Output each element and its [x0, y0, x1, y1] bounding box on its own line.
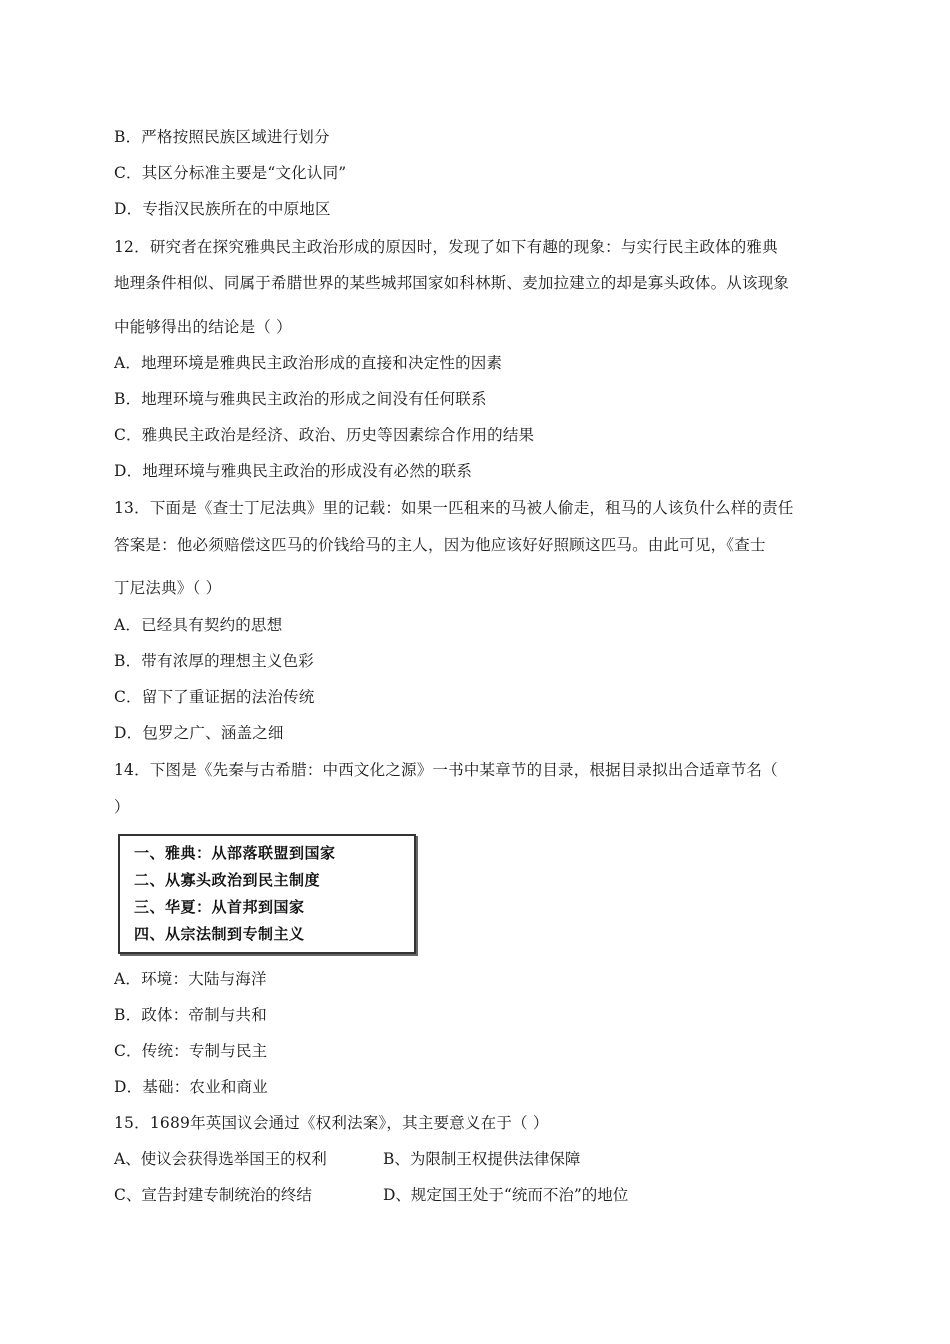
q14-option-d: D．基础：农业和商业: [114, 1078, 268, 1096]
q14-option-c: C．传统：专制与民主: [114, 1042, 268, 1060]
q13-stem-line-3: 丁尼法典》（ ）: [114, 579, 222, 597]
q14-stem-line-2: ）: [114, 798, 130, 816]
q13-option-b: B．带有浓厚的理想主义色彩: [114, 652, 314, 670]
q15-options-row-2: [114, 1185, 629, 1205]
q13-option-a: A．已经具有契约的思想: [114, 616, 283, 634]
toc-item-1: 一、雅典：从部落联盟到国家: [134, 844, 336, 862]
q12-stem-line-3: 中能够得出的结论是（ ）: [114, 318, 292, 336]
q12-option-b: B．地理环境与雅典民主政治的形成之间没有任何联系: [114, 390, 487, 408]
q12-option-d: D．地理环境与雅典民主政治的形成没有必然的联系: [114, 462, 473, 480]
toc-item-2: 二、从寡头政治到民主制度: [134, 871, 321, 889]
q15-options-row-1: [114, 1149, 581, 1169]
q15-stem: 15．1689年英国议会通过《权利法案》，其主要意义在于（ ）: [114, 1114, 549, 1132]
q14-stem-line-1: 14．下图是《先秦与古希腊：中西文化之源》一书中某章节的目录，根据目录拟出合适章节名（: [114, 761, 778, 779]
q15-option-d: D、规定国王处于“统而不治”的地位: [383, 1186, 629, 1204]
table-of-contents-figure: [118, 834, 416, 954]
q13-stem-line-1: 13．下面是《查士丁尼法典》里的记载：如果一匹租来的马被人偷走，租马的人该负什么样的责任: [114, 499, 794, 517]
toc-item-4: 四、从宗法制到专制主义: [134, 925, 305, 943]
q11-option-c: C．其区分标准主要是“文化认同”: [114, 164, 347, 182]
q14-option-a: A．环境：大陆与海洋: [114, 970, 267, 988]
q14-option-b: B．政体：帝制与共和: [114, 1006, 267, 1024]
q15-option-b: B、为限制王权提供法律保障: [383, 1150, 581, 1168]
q13-option-c: C．留下了重证据的法治传统: [114, 688, 315, 706]
q13-option-d: D．包罗之广、涵盖之细: [114, 724, 284, 742]
q15-option-a: A、使议会获得选举国王的权利: [114, 1150, 327, 1168]
toc-item-3: 三、华夏：从首邦到国家: [134, 898, 305, 916]
q12-option-a: A．地理环境是雅典民主政治形成的直接和决定性的因素: [114, 354, 503, 372]
q15-option-c: C、宣告封建专制统治的终结: [114, 1186, 312, 1204]
q12-option-c: C．雅典民主政治是经济、政治、历史等因素综合作用的结果: [114, 426, 535, 444]
q12-stem-line-2: 地理条件相似、同属于希腊世界的某些城邦国家如科林斯、麦加拉建立的却是寡头政体。从该现象: [114, 274, 790, 292]
q11-option-d: D．专指汉民族所在的中原地区: [114, 200, 331, 218]
q13-stem-line-2: 答案是：他必须赔偿这匹马的价钱给马的主人，因为他应该好好照顾这匹马。由此可见，《查士: [114, 536, 766, 554]
q12-stem-line-1: 12．研究者在探究雅典民主政治形成的原因时，发现了如下有趣的现象：与实行民主政体的雅典: [114, 238, 778, 256]
q11-option-b: B．严格按照民族区域进行划分: [114, 128, 330, 146]
